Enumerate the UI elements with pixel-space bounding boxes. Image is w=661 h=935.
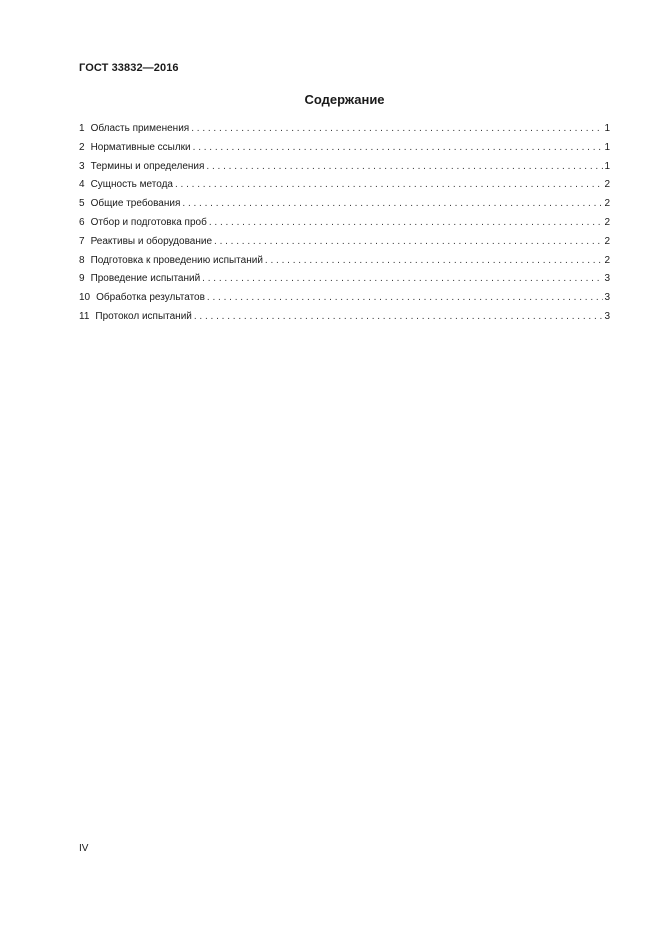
toc-entry[interactable] [79, 216, 610, 235]
toc-dot-leader [194, 310, 604, 324]
table-of-contents [79, 122, 610, 329]
toc-dot-leader [202, 272, 603, 286]
page-number: IV [79, 843, 89, 854]
toc-entry-title: Термины и определения [90, 160, 205, 172]
toc-entry-page: 3 [604, 273, 610, 285]
toc-entry-number: 9 [79, 273, 85, 285]
toc-entry-page: 1 [604, 160, 610, 172]
toc-entry[interactable] [79, 272, 610, 291]
toc-entry[interactable] [79, 122, 610, 141]
toc-entry[interactable] [79, 235, 610, 254]
toc-dot-leader [193, 141, 604, 155]
toc-entry-title: Проведение испытаний [90, 273, 201, 285]
toc-entry[interactable] [79, 291, 610, 310]
toc-entry-title: Реактивы и оборудование [90, 235, 213, 247]
toc-entry[interactable] [79, 178, 610, 197]
toc-entry-number: 2 [79, 141, 85, 153]
toc-dot-leader [175, 178, 603, 192]
toc-dot-leader [182, 197, 603, 211]
toc-entry-title: Отбор и подготовка проб [90, 216, 207, 228]
toc-entry-title: Область применения [90, 123, 190, 134]
toc-entry[interactable] [79, 197, 610, 216]
toc-dot-leader [206, 160, 603, 174]
toc-entry-title: Сущность метода [90, 179, 173, 191]
toc-entry-title: Подготовка к проведению испытаний [90, 254, 263, 266]
toc-entry-page: 2 [604, 216, 610, 228]
toc-entry-page: 2 [604, 198, 610, 210]
toc-entry-title: Общие требования [90, 198, 181, 210]
toc-entry-number: 8 [79, 254, 85, 266]
toc-entry-page: 2 [604, 254, 610, 266]
toc-dot-leader [214, 235, 603, 249]
toc-entry-number: 3 [79, 160, 85, 172]
toc-entry[interactable] [79, 310, 610, 329]
toc-dot-leader [209, 216, 604, 230]
toc-entry-title: Протокол испытаний [95, 310, 192, 322]
toc-entry-page: 3 [604, 310, 610, 322]
toc-dot-leader [207, 291, 604, 305]
toc-entry-number: 11 [79, 310, 90, 322]
toc-entry-number: 10 [79, 292, 91, 304]
toc-entry-page: 2 [604, 179, 610, 191]
toc-entry-number: 4 [79, 179, 85, 191]
toc-entry-number: 1 [79, 123, 85, 134]
toc-entry-number: 5 [79, 198, 85, 210]
toc-entry[interactable] [79, 254, 610, 273]
toc-entry-page: 3 [604, 292, 610, 304]
toc-entry-page: 2 [604, 235, 610, 247]
toc-entry-number: 7 [79, 235, 85, 247]
toc-title: Содержание [304, 92, 385, 107]
toc-entry-title: Обработка результатов [96, 292, 205, 304]
toc-entry-title: Нормативные ссылки [90, 141, 191, 153]
toc-entry-page: 1 [604, 123, 610, 134]
toc-entry[interactable] [79, 160, 610, 179]
toc-entry[interactable] [79, 141, 610, 160]
document-header: ГОСТ 33832—2016 [79, 62, 179, 74]
toc-dot-leader [191, 122, 603, 136]
toc-dot-leader [265, 254, 604, 268]
toc-entry-page: 1 [604, 141, 610, 153]
toc-entry-number: 6 [79, 216, 85, 228]
